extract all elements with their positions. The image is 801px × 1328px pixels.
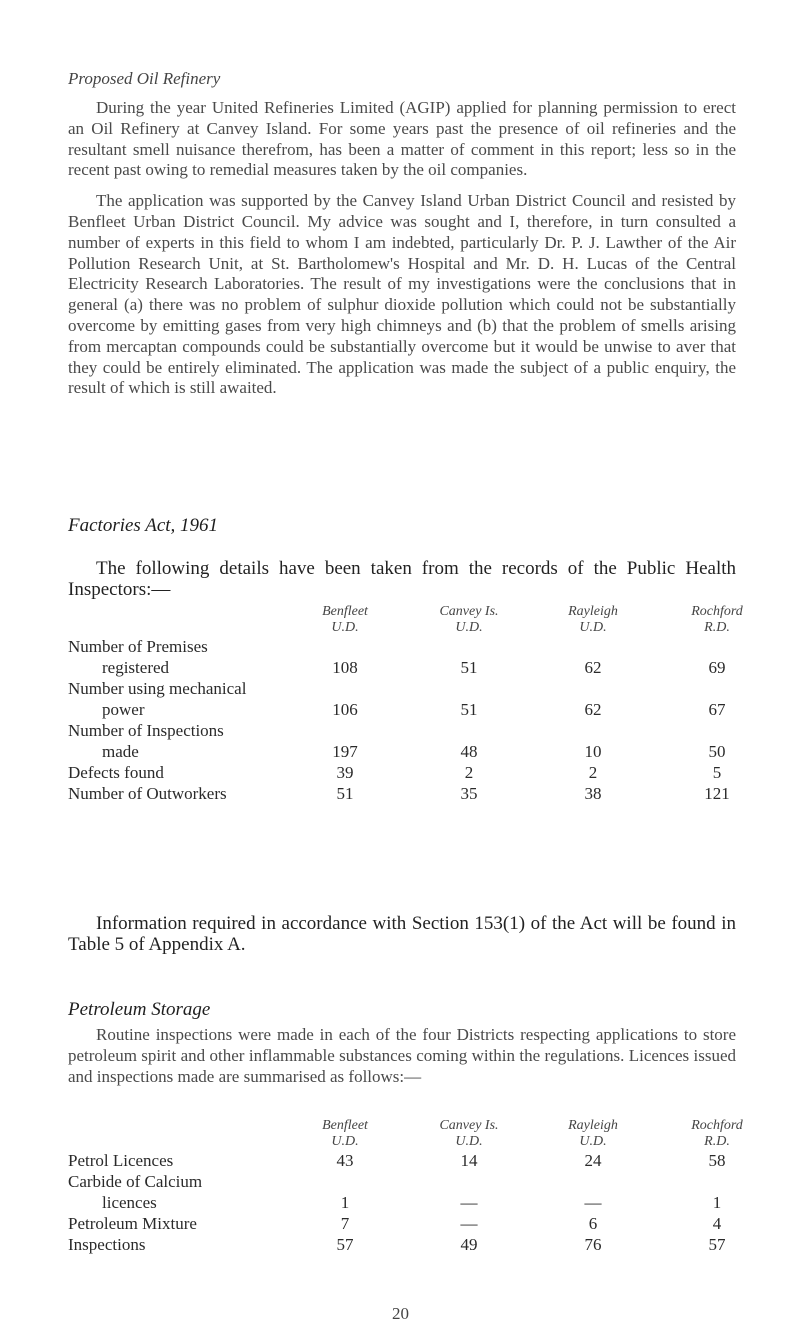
refinery-text (68, 98, 736, 399)
table-cell: 69 (708, 658, 726, 677)
row-label: Petroleum Mixture (68, 1214, 197, 1233)
table-cell: 76 (584, 1235, 602, 1254)
page-number: 20 (392, 1304, 409, 1323)
table-cell: 48 (460, 742, 478, 761)
table-row (68, 1213, 779, 1234)
row-label: Number of Premises (68, 637, 208, 656)
section-title-refinery: Proposed Oil Refinery (68, 69, 221, 88)
col-header: Canvey Is. U.D. (439, 1118, 499, 1149)
table-row (68, 1192, 779, 1213)
petroleum-intro-wrap (68, 1025, 736, 1087)
col-header: Rochford R.D. (691, 1118, 743, 1149)
table-cell: 2 (464, 763, 474, 782)
row-label: Carbide of Calcium (68, 1172, 203, 1191)
row-label: Defects found (68, 763, 164, 782)
table-cell: — (460, 1193, 478, 1212)
row-label: Number of Outworkers (68, 784, 227, 803)
col-header: Benfleet U.D. (322, 1118, 368, 1149)
table-cell: 7 (340, 1214, 350, 1233)
table-cell: 49 (460, 1235, 478, 1254)
section-title-factories: Factories Act, 1961 (68, 515, 219, 536)
row-label: Inspections (68, 1235, 146, 1254)
table-cell: 39 (336, 763, 354, 782)
col-header: Benfleet U.D. (322, 604, 368, 635)
table-cell: — (460, 1214, 478, 1233)
table-row (68, 741, 779, 762)
refinery-paragraph-1: During the year United Refineries Limited (AGIP) applied for planning permission to erect an Oil Refinery at Canvey Island. For some years past the presence of oil refineries and the resultant smell nuisance therefrom, has been a matter of comment in this report; less so in the recent past owing to remedial measures taken by the oil companies. (68, 98, 736, 180)
col-header: Rayleigh U.D. (568, 604, 618, 635)
table-cell: — (584, 1193, 602, 1212)
table-cell: 4 (712, 1214, 722, 1233)
row-label: power (102, 700, 145, 719)
col-header: Rayleigh U.D. (568, 1118, 618, 1149)
table-row (68, 762, 779, 783)
table-cell: 106 (332, 700, 358, 719)
table-cell: 108 (332, 658, 358, 677)
row-label: Petrol Licences (68, 1151, 174, 1170)
petroleum-table (68, 1118, 779, 1255)
table-cell: 57 (336, 1235, 354, 1254)
table-cell: 67 (708, 700, 726, 719)
table-cell: 50 (708, 742, 726, 761)
table-cell: 5 (712, 763, 722, 782)
table-row (68, 1150, 779, 1171)
table-cell: 38 (584, 784, 602, 803)
table-cell: 24 (584, 1151, 602, 1170)
refinery-paragraph-2: The application was supported by the Canvey Island Urban District Council and resisted by Benfleet Urban District Council. My advice was sought and I, therefore, in turn consulted a number of experts in this field to whom I am indebted, particularly Dr. P. J. Lawther of the Air Pollution Research Unit, at St. Bartholomew's Hospital and Mr. D. H. Lucas of the Central Electricity Research Laboratories. The result of my investigations were the conclusions that in general (a) there was no problem of sulphur dioxide pollution which could not be substantially overcome by emitting gases from very high chimneys and (b) that the problem of smells arising from mercaptan compounds could be substantially overcome but it would be unwise to aver that they could be entirely eliminated. The application was made the subject of a public enquiry, the result of which is still awaited. (68, 191, 736, 398)
table-cell: 10 (584, 742, 602, 761)
table-cell: 2 (588, 763, 598, 782)
table-cell: 35 (460, 784, 478, 803)
table-cell: 58 (708, 1151, 726, 1170)
col-header: Canvey Is. U.D. (439, 604, 499, 635)
table-cell: 51 (460, 658, 478, 677)
factories-intro: The following details have been taken from the records of the Public Health Inspectors:— (68, 558, 736, 600)
petroleum-header-row (68, 1118, 779, 1150)
table-row (68, 699, 779, 720)
row-label: licences (102, 1193, 157, 1212)
table-cell: 6 (588, 1214, 598, 1233)
row-label: Number using mechanical (68, 679, 247, 698)
table-cell: 62 (584, 700, 602, 719)
table-cell: 14 (460, 1151, 478, 1170)
col-header: Rochford R.D. (691, 604, 743, 635)
row-label: Number of Inspections (68, 721, 224, 740)
table-cell: 121 (704, 784, 730, 803)
factories-note: Information required in accordance with Section 153(1) of the Act will be found in Table 5 of Appendix A. (68, 913, 736, 955)
table-cell: 51 (336, 784, 354, 803)
factories-header-row (68, 604, 779, 636)
factories-table (68, 604, 779, 804)
table-cell: 62 (584, 658, 602, 677)
table-row (68, 783, 779, 804)
table-cell: 43 (336, 1151, 354, 1170)
table-cell: 1 (340, 1193, 350, 1212)
table-cell: 1 (712, 1193, 722, 1212)
petroleum-intro: Routine inspections were made in each of the four Districts respecting applications to store petroleum spirit and other inflammable substances coming within the regulations. Licences issued and inspections made are summarised as follows:— (68, 1025, 736, 1086)
table-cell: 197 (332, 742, 358, 761)
table-row (68, 657, 779, 678)
row-label: registered (102, 658, 170, 677)
table-row (68, 1234, 779, 1255)
table-cell: 57 (708, 1235, 726, 1254)
table-cell: 51 (460, 700, 478, 719)
section-title-petroleum: Petroleum Storage (68, 999, 211, 1020)
row-label: made (102, 742, 139, 761)
